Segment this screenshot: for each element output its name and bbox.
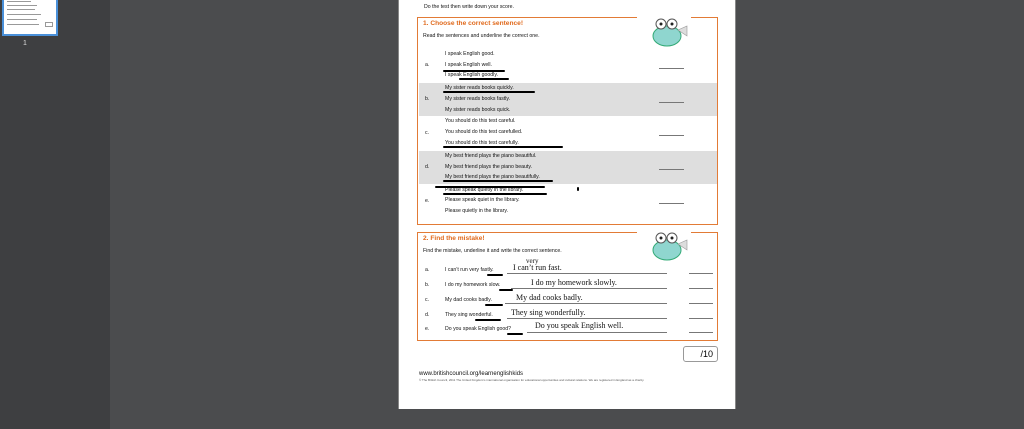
mistake-sentence: They sing wonderful. [445,312,493,318]
answer-blank[interactable] [659,68,684,69]
score-blank[interactable] [689,332,713,333]
group-letter: a. [425,62,430,68]
sentence-option[interactable]: My best friend plays the piano beautifully. [445,174,540,180]
item-letter: b. [425,282,430,288]
item-letter: a. [425,267,430,273]
ink-underline [443,180,553,182]
answer-line[interactable] [507,318,667,319]
thumbnail-line [7,9,35,10]
ink-underline [443,70,505,72]
group-letter: b. [425,96,430,102]
handwritten-answer: I do my homework slowly. [531,278,617,287]
answer-line[interactable] [505,303,667,304]
cartoon-creature-icon [647,14,689,48]
item-letter: e. [425,326,430,332]
section2-top-border [417,232,637,233]
thumbnail-line [7,14,41,15]
ink-underline [485,304,503,306]
section2-right-border [717,232,718,340]
section1-instruction: Read the sentences and underline the correct one. [423,33,540,39]
sentence-option[interactable]: I speak English well. [445,62,492,68]
score-blank[interactable] [689,288,713,289]
sentence-option[interactable]: Please speak quietly in the library. [445,187,524,193]
document-page [398,0,736,409]
ink-underline [443,193,547,195]
sentence-option[interactable]: You should do this test careful. [445,118,516,124]
thumbnail-page-number: 1 [23,40,27,47]
group-letter: c. [425,130,430,136]
handwritten-answer: I can’t run fast. [513,263,562,272]
section2-instruction: Find the mistake, underline it and write the correct sentence. [423,248,562,254]
answer-line[interactable] [507,273,667,274]
handwritten-answer: They sing wonderfully. [511,308,586,317]
ink-underline [487,274,503,276]
score-box[interactable]: /10 [683,346,718,362]
section1-bottom-border [417,224,718,225]
sentence-option[interactable]: Please quietly in the library. [445,208,509,214]
section1-top-border-right [691,17,717,18]
answer-line[interactable] [511,288,667,289]
section2-top-border-right [691,232,717,233]
ink-underline [459,78,509,80]
item-letter: c. [425,297,430,303]
sentence-option[interactable]: My sister reads books quick. [445,107,511,113]
thumbnail-sidebar [0,0,110,429]
thumbnail-line [7,24,39,25]
handwritten-correction: very [526,257,539,265]
footer-url: www.britishcouncil.org/learnenglishkids [419,371,524,377]
sentence-option[interactable]: You should do this test carefulled. [445,129,523,135]
intro-text: Do the test then write down your score. [424,4,514,10]
answer-blank[interactable] [659,203,684,204]
ink-underline [507,333,523,335]
sentence-option[interactable]: You should do this test carefully. [445,140,519,146]
sentence-option[interactable]: I speak English good. [445,51,495,57]
section1-right-border [717,17,718,224]
thumbnail-line [7,1,31,2]
section2-heading: 2. Find the mistake! [423,235,485,242]
ink-underline [499,289,513,291]
thumbnail-line [7,5,37,6]
sentence-option[interactable]: My sister reads books quickly. [445,85,514,91]
ink-underline [435,186,545,188]
ink-underline [443,146,563,148]
page-thumbnail[interactable] [2,0,58,36]
mistake-sentence: I can’t run very fastly. [445,267,494,273]
group-letter: d. [425,164,430,170]
section1-heading: 1. Choose the correct sentence! [423,20,524,27]
handwritten-answer: My dad cooks badly. [516,293,583,302]
score-blank[interactable] [689,273,713,274]
ink-underline [443,91,535,93]
thumbnail-score-box [45,22,53,27]
section2-bottom-border [417,340,718,341]
score-blank[interactable] [689,303,713,304]
sentence-option[interactable]: My best friend plays the piano beautiful. [445,153,537,159]
mistake-sentence: I do my homework slow. [445,282,501,288]
sentence-option[interactable]: I speak English goodly. [445,72,498,78]
thumbnail-line [7,19,37,20]
answer-blank[interactable] [659,102,684,103]
cartoon-creature-icon [647,228,689,262]
footer-legal: © The British Council, 2011 The United Kingdom’s international organisation for educational opportunities and cultural relations. We are registered in England as a charity. [419,378,645,382]
ink-underline [475,319,501,321]
section1-left-border [417,17,418,224]
ink-mark [577,187,579,191]
answer-line[interactable] [527,332,667,333]
group-letter: e. [425,198,430,204]
section2-left-border [417,232,418,340]
handwritten-answer: Do you speak English well. [535,321,624,330]
mistake-sentence: Do you speak English good? [445,326,512,332]
sentence-option[interactable]: My sister reads books fastly. [445,96,511,102]
sentence-option[interactable]: My best friend plays the piano beauty. [445,164,532,170]
answer-blank[interactable] [659,169,684,170]
item-letter: d. [425,312,430,318]
answer-blank[interactable] [659,135,684,136]
section1-top-border [417,17,637,18]
mistake-sentence: My dad cooks badly. [445,297,492,303]
score-blank[interactable] [689,318,713,319]
sentence-option[interactable]: Please speak quiet in the library. [445,197,520,203]
